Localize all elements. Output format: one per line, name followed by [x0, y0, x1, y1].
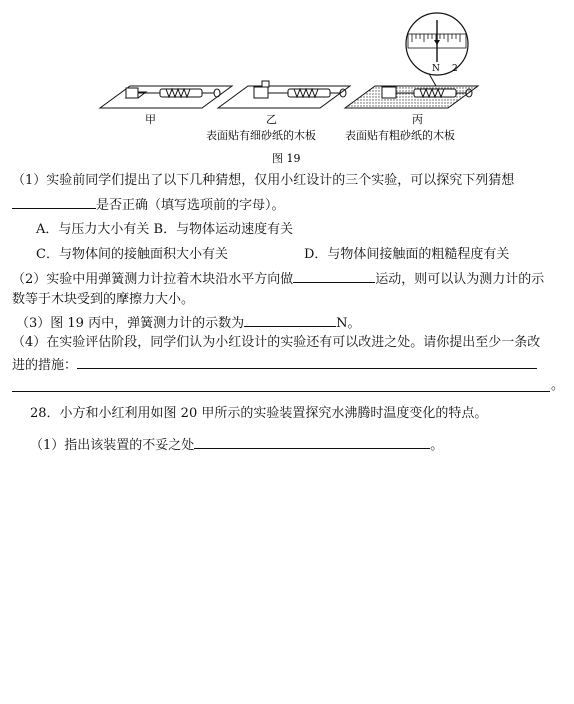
caption-coarse: 表面贴有粗砂纸的木板: [345, 129, 455, 142]
q3-line: [16, 314, 360, 333]
q1-answer-blank[interactable]: [12, 196, 96, 209]
gauge-unit: N: [432, 64, 440, 74]
q4-answer-blank-1[interactable]: [77, 356, 537, 369]
label-bing: 丙: [412, 113, 423, 126]
board-bing: [345, 86, 478, 108]
q4-end: 。: [551, 378, 565, 393]
label-yi: 乙: [266, 113, 277, 126]
q28-sub1-end: 。: [430, 438, 444, 453]
figure-title: 图 19: [272, 152, 301, 165]
caption-fine: 表面贴有细砂纸的木板: [206, 129, 316, 142]
q28-stem: 28．小方和小红利用如图 20 甲所示的实验装置探究水沸腾时温度变化的特点。: [30, 406, 488, 421]
q2-line1: [12, 270, 544, 289]
gauge-mark: 2: [452, 64, 458, 74]
q1-line2: [12, 196, 285, 215]
q28-sub1: [30, 436, 443, 455]
q3-suffix: N。: [336, 316, 361, 331]
q4-line1: （4）在实验评估阶段，同学们认为小红设计的实验还有可以改进之处。请你提出至少一条改: [12, 335, 541, 350]
q28-answer-blank[interactable]: [194, 436, 430, 449]
q2-answer-blank[interactable]: [293, 270, 375, 283]
board-yi: [218, 81, 350, 108]
figure-19: [0, 0, 574, 172]
q2-line2: 数等于木块受到的摩擦力大小。: [12, 292, 195, 307]
q28-sub1-prefix: （1）指出该装置的不妥之处: [30, 438, 195, 453]
label-jia: 甲: [145, 113, 156, 126]
q4-answer-blank-2[interactable]: [12, 391, 550, 392]
q1-option-a: A．与压力大小有关 B．与物体运动速度有关: [36, 222, 294, 237]
board-jia: [100, 86, 232, 108]
q1-option-c: C．与物体间的接触面积大小有关: [36, 247, 228, 262]
q4-line2: [12, 356, 537, 375]
q4-prefix: 进的措施：: [12, 358, 78, 373]
q3-prefix: （3）图 19 丙中，弹簧测力计的示数为: [16, 316, 245, 331]
q3-answer-blank[interactable]: [244, 314, 336, 327]
q2-prefix: （2）实验中用弹簧测力计拉着木块沿水平方向做: [12, 272, 294, 287]
gauge-magnifier: [406, 13, 468, 86]
q1-option-d: D．与物体间接触面的粗糙程度有关: [304, 247, 510, 262]
q1-line2-text: 是否正确（填写选项前的字母）。: [96, 198, 285, 213]
q1-line1: （1）实验前同学们提出了以下几种猜想，仅用小红设计的三个实验，可以探究下列猜想: [12, 173, 515, 188]
q2-suffix: 运动，则可以认为测力计的示: [375, 272, 545, 287]
